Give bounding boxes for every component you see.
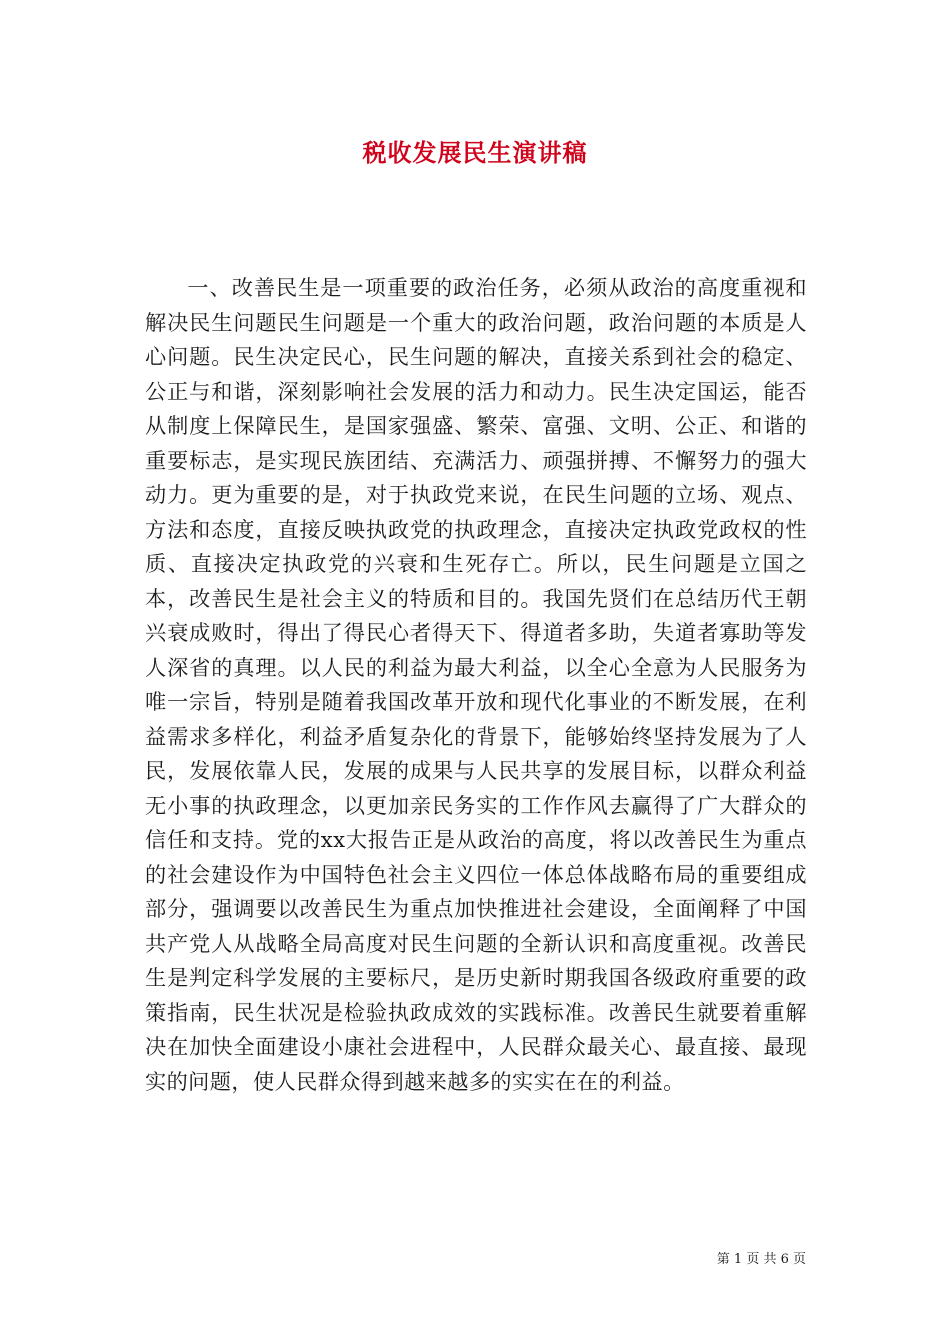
document-title: 税收发展民生演讲稿 [362, 138, 588, 167]
body-paragraph: 一、改善民生是一项重要的政治任务，必须从政治的高度重视和解决民生问题民生问题是一个重大的政治问题，政治问题的本质是人心问题。民生决定民心，民生问题的解决，直接关系到社会的稳定、公正与和谐，深刻影响社会发展的活力和动力。民生决定国运，能否从制度上保障民生，是国家强盛、繁荣、富强、文明、公正、和谐的重要标志，是实现民族团结、充满活力、顽强拼搏、不懈努力的强大动力。更为重要的是，对于执政党来说，在民生问题的立场、观点、方法和态度，直接反映执政党的执政理念，直接决定执政党政权的性质、直接决定执政党的兴衰和生死存亡。所以，民生问题是立国之本，改善民生是社会主义的特质和目的。我国先贤们在总结历代王朝兴衰成败时，得出了得民心者得天下、得道者多助，失道者寡助等发人深省的真理。以人民的利益为最大利益，以全心全意为人民服务为唯一宗旨，特别是随着我国改革开放和现代化事业的不断发展，在利益需求多样化，利益矛盾复杂化的背景下，能够始终坚持发展为了人民，发展依靠人民，发展的成果与人民共享的发展目标，以群众利益无小事的执政理念，以更加亲民务实的工作作风去赢得了广大群众的信任和支持。党的xx大报告正是从政治的高度，将以改善民生为重点的社会建设作为中国特色社会主义四位一体总体战略布局的重要组成部分，强调要以改善民生为重点加快推进社会建设，全面阐释了中国共产党人从战略全局高度对民生问题的全新认识和高度重视。改善民生是判定科学发展的主要标尺，是历史新时期我国各级政府重要的政策指南，民生状况是检验执政成效的实践标准。改善民生就要着重解决在加快全面建设小康社会进程中，人民群众最关心、最直接、最现实的问题，使人民群众得到越来越多的实实在在的利益。 [145, 275, 807, 1094]
page-number-footer: 第 1 页 共 6 页 [716, 1252, 806, 1267]
